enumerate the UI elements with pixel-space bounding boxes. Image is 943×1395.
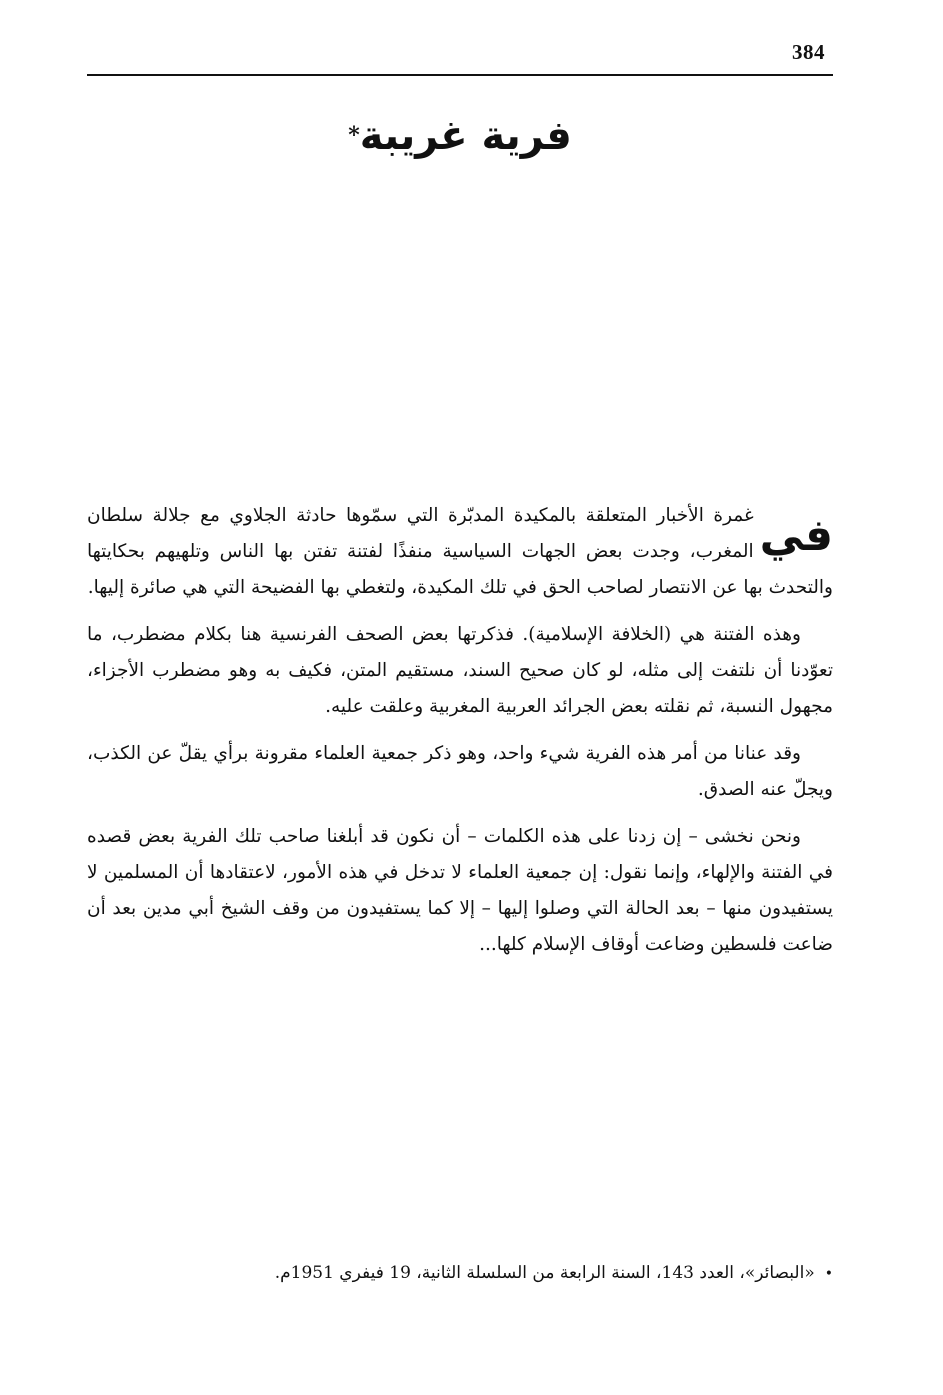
footnote-marker: • bbox=[824, 1266, 833, 1282]
paragraph-2: وهذه الفتنة هي (الخلافة الإسلامية). فذكرتها بعض الصحف الفرنسية هنا بكلام مضطرب، ما تعوّدنا أن نلتفت إلى مثله، لو كان صحيح السند، مستقيم المتن، فكيف به وهو مضطرب الأجزاء، مجهول النسبة، ثم نقلته بعض الجرائد العربية المغربية وعلقت عليه. bbox=[87, 624, 833, 717]
title-block bbox=[87, 112, 833, 160]
paragraph-1-text: غمرة الأخبار المتعلقة بالمكيدة المدبّرة التي سمّوها حادثة الجلاوي مع جلالة سلطان المغرب، وجدت بعض الجهات السياسية منفذًا لفتنة تفتن بها الناس وتلهيهم بحكايتها والتحدث بها عن الانتصار لصاحب الحق في تلك المكيدة، ولتغطي بها الفضيحة التي هي صائرة إليها. bbox=[87, 505, 833, 598]
article-title: فرية غريبة bbox=[359, 113, 572, 159]
title-footnote-marker: * bbox=[348, 122, 360, 149]
header-divider bbox=[87, 74, 833, 76]
paragraph-3: وقد عنانا من أمر هذه الفرية شيء واحد، وهو ذكر جمعية العلماء مقرونة برأي يقلّ عن الكذب، ويجلّ عنه الصدق. bbox=[87, 743, 833, 800]
paragraph-4: ونحن نخشى – إن زدنا على هذه الكلمات – أن نكون قد أبلغنا صاحب تلك الفرية بعض قصده في الفتنة والإلهاء، وإنما نقول: إن جمعية العلماء لا تدخل في هذه الأمور، لاعتقادها أن المسلمين لا يستفيدون منها – بعد الحالة التي وصلوا إليها – إلا كما يستفيدون من وقف الشيخ أبي مدين بعد أن ضاعت فلسطين وضاعت أوقاف الإسلام كلها... bbox=[87, 826, 833, 955]
footnote-text: «البصائر»، العدد 143، السنة الرابعة من السلسلة الثانية، 19 فيفري 1951م. bbox=[274, 1263, 815, 1283]
page-number: 384 bbox=[792, 40, 825, 64]
paragraph-1 bbox=[87, 498, 833, 606]
article-body bbox=[87, 498, 833, 974]
dropcap: في bbox=[759, 510, 833, 561]
footnote bbox=[87, 1260, 833, 1287]
